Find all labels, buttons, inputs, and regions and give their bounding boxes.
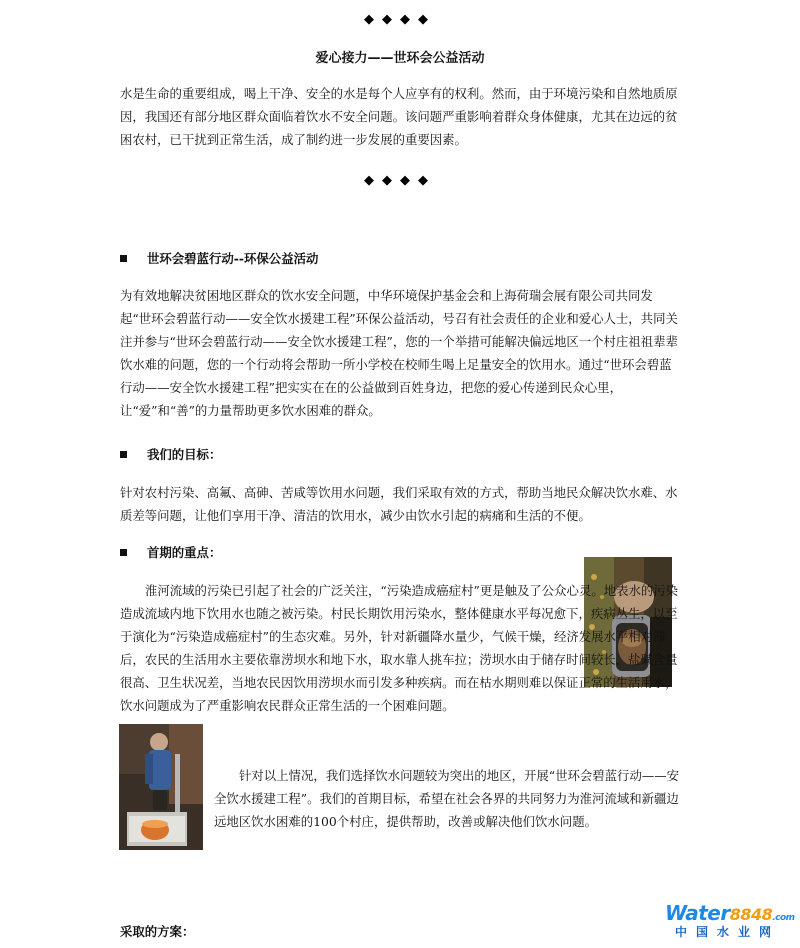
- section3-paragraph-2: 针对以上情况，我们选择饮水问题较为突出的地区，开展“世环会碧蓝行动——安全饮水援建工程”。我们的首期目标，希望在社会各界的共同努力为淮河流域和新疆边远地区饮水困难的100个村庄，提供帮助，改善或解决他们饮水问题。: [214, 768, 680, 829]
- page-title: 爱心接力——世环会公益活动: [315, 51, 485, 66]
- section-heading-bilan: [120, 249, 318, 267]
- divider-diamonds-top: ◆◆◆◆: [364, 12, 436, 27]
- section-heading-plan: 采取的方案：: [120, 924, 195, 939]
- section2-paragraph: 针对农村污染、高氟、高砷、苦咸等饮用水问题，我们采取有效的方式，帮助当地民众解决饮水难、水质差等问题，让他们享用干净、清洁的饮用水，减少由饮水引起的病痛和生活的不便。: [120, 485, 678, 523]
- section-heading-text: 我们的目标：: [147, 447, 222, 462]
- section-heading-text: 世环会碧蓝行动--环保公益活动: [147, 251, 319, 266]
- section3-paragraph-1: 淮河流域的污染已引起了社会的广泛关注，“污染造成癌症村”更是触及了公众心灵。地表水的污染造成流域内地下饮用水也随之被污染。村民长期饮用污染水，整体健康水平每况愈下，疾病丛生，以至于演化为“污染造成癌症村”的生态灾难。另外，针对新疆降水量少，气候干燥，经济发展水平相对滞后，农民的生活用水主要依靠涝坝水和地下水，取水靠人挑车拉；涝坝水由于储存时间较长，盐碱含量很高、卫生状况差，当地农民因饮用涝坝水而引发多种疾病。而在枯水期则难以保证正常的生活用水，饮水问题成为了严重影响农民群众正常生活的一个困难问题。: [120, 583, 679, 713]
- divider-diamonds-middle: ◆◆◆◆: [364, 173, 436, 188]
- water8848-logo: Water8848.com 中国水业网: [665, 901, 795, 939]
- village-woman-photo: [119, 724, 203, 850]
- square-bullet-icon: [120, 549, 127, 556]
- square-bullet-icon: [120, 255, 127, 262]
- section-heading-text: 首期的重点：: [147, 545, 222, 560]
- section-heading-focus: [120, 543, 221, 561]
- section-heading-goals: [120, 445, 221, 463]
- intro-paragraph: 水是生命的重要组成，喝上干净、安全的水是每个人应享有的权利。然而，由于环境污染和自然地质原因，我国还有部分地区群众面临着饮水不安全问题。该问题严重影响着群众身体健康，尤其在边远的贫困农村，已干扰到正常生活，成了制约进一步发展的重要因素。: [120, 86, 678, 147]
- section1-paragraph: 为有效地解决贫困地区群众的饮水安全问题，中华环境保护基金会和上海荷瑞会展有限公司共同发起“世环会碧蓝行动——安全饮水援建工程”环保公益活动，号召有社会责任的企业和爱心人士，共同关注并参与“世环会碧蓝行动——安全饮水援建工程”，您的一个举措可能解决偏远地区一个村庄祖祖辈辈饮水难的问题，您的一个行动将会帮助一所小学校在校师生喝上足量安全的饮用水。通过“世环会碧蓝行动——安全饮水援建工程”把实实在在的公益做到百姓身边，把您的爱心传递到民众心里，让“爱”和“善”的力量帮助更多饮水困难的群众。: [120, 288, 678, 418]
- square-bullet-icon: [120, 451, 127, 458]
